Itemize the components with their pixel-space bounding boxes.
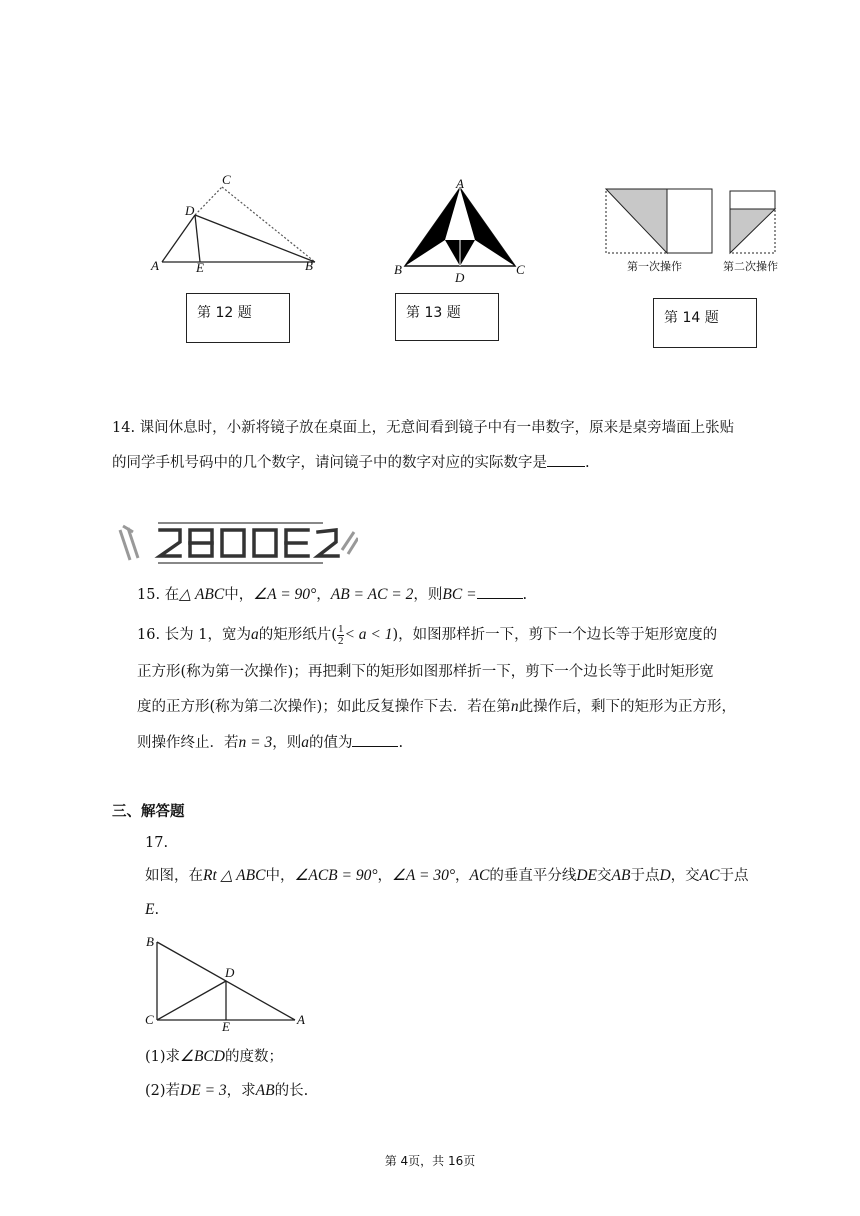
q17-de: DE — [576, 867, 598, 884]
q17-sep: ， — [377, 868, 393, 884]
q15-text1: 中， — [224, 587, 254, 603]
q17-ac-2: AC — [699, 867, 720, 884]
q16-frac-den: 2 — [337, 634, 344, 647]
q17-l1d: 交 — [597, 868, 612, 884]
fig12-db — [195, 215, 315, 262]
q17-l1g: 于点 — [719, 868, 749, 884]
fig13-caption: 第 13 题 — [395, 293, 499, 341]
fig14-step1-rect — [667, 189, 712, 253]
page-footer: 第 4页，共 16页 — [384, 1154, 476, 1168]
mirror-slash-right — [342, 532, 358, 554]
q16-l1b: 的矩形纸片( — [258, 627, 337, 643]
q17-line2 — [145, 900, 159, 920]
q15-end: . — [522, 587, 528, 603]
fig14-step2-label: 第二次操作 — [723, 260, 778, 273]
fig17-label-e: E — [222, 1019, 230, 1034]
q14-line2 — [112, 452, 590, 473]
fig17-label-b: B — [146, 934, 154, 949]
q17-p2a: (2)若 — [145, 1083, 181, 1099]
q16-end: . — [398, 735, 404, 751]
q15-angle-condition: ∠A = 90° — [253, 586, 317, 603]
q16-l4c: 的值为 — [308, 735, 353, 751]
q17-l1e: 于点 — [630, 868, 660, 884]
q17-p1b: 的度数； — [224, 1049, 283, 1065]
figure-17 — [140, 930, 320, 1035]
figure-12 — [140, 170, 330, 280]
fig12-dotted-ac — [195, 187, 222, 215]
q17-ac: AC — [469, 867, 490, 884]
q17-angle-a: ∠A = 30° — [392, 867, 456, 884]
fig12-label-c: C — [222, 172, 231, 187]
fig14-step1-label: 第一次操作 — [627, 260, 682, 273]
q16-inequality: < a < 1 — [344, 626, 393, 643]
q17-p2-ab: AB — [255, 1082, 275, 1099]
fig17-label-a: A — [297, 1012, 305, 1027]
section-title: 三、解答题 — [112, 804, 185, 820]
q16-l4a: 则操作终止．若 — [137, 735, 239, 751]
q16-line4 — [137, 732, 403, 753]
q16-var-a-2: a — [301, 734, 309, 751]
q17-p1-angle: ∠BCD — [180, 1048, 225, 1065]
q17-l1f: ，交 — [670, 868, 700, 884]
q16-l4b: ，则 — [272, 735, 302, 751]
q17-l1a: 如图，在 — [145, 868, 203, 884]
q14-line2-text: 的同学手机号码中的几个数字，请问镜子中的数字对应的实际数字是 — [112, 455, 547, 471]
q16-line3 — [137, 697, 736, 717]
q14-line1: 14. 课间休息时，小新将镜子放在桌面上，无意间看到镜子中有一串数字，原来是桌旁墙面上张贴 — [112, 420, 735, 436]
fig12-label-d: D — [185, 203, 195, 218]
q15-text2: ， — [316, 587, 331, 603]
fig14-step1-shade — [606, 189, 667, 253]
q17-p1a: (1)求 — [145, 1049, 181, 1065]
q17-part2 — [145, 1081, 308, 1101]
q14-line2-end: . — [585, 455, 590, 471]
q16-l3b: 此操作后，剩下的矩形为正方形， — [518, 699, 737, 715]
q15-num: 15. 在 — [137, 587, 180, 603]
figure-14 — [600, 183, 785, 258]
fig12-label-a: A — [151, 258, 159, 273]
fig13-label-d: D — [455, 270, 465, 285]
q17-l1c: 的垂直平分线 — [489, 868, 577, 884]
fig13-label-b: B — [394, 262, 402, 277]
q15-ask: BC = — [442, 586, 477, 603]
q15-answer-blank[interactable] — [477, 584, 523, 599]
fig12-de — [195, 215, 200, 262]
q15-triangle: △ ABC — [179, 586, 225, 603]
q16-line2: 正方形(称为第一次操作)；再把剩下的矩形如图那样折一下，剪下一个边长等于此时矩形宽 — [137, 664, 714, 680]
fig12-label-b: B — [305, 258, 313, 273]
fig13-label-c: C — [516, 262, 525, 277]
q17-ab: AB — [611, 867, 631, 884]
q16-l1a: 16. 长为 1，宽为 — [137, 627, 252, 643]
fig17-label-c: C — [145, 1012, 154, 1027]
q17-p2b: ，求 — [226, 1083, 256, 1099]
fig12-caption: 第 12 题 — [186, 293, 290, 343]
q16-var-a: a — [251, 626, 259, 643]
fig14-step2-shade — [730, 209, 775, 253]
fig12-label-e: E — [196, 260, 204, 275]
fig17-cd — [157, 981, 226, 1020]
mirror-digits-image — [118, 520, 358, 566]
q15-text3: ，则 — [413, 587, 443, 603]
q17-number: 17. — [145, 835, 169, 851]
fig12-dotted-cb — [222, 187, 315, 262]
q17-e: E — [145, 901, 155, 918]
q16-l1c: )，如图那样折一下，剪下一个边长等于矩形宽度的 — [392, 627, 718, 643]
fig12-ad — [162, 215, 195, 262]
q16-var-n: n — [510, 698, 519, 715]
fig14-caption: 第 14 题 — [653, 298, 757, 348]
q17-d: D — [659, 867, 671, 884]
q17-part1 — [145, 1047, 283, 1067]
q17-e-end: . — [154, 902, 160, 918]
q17-l1b: 中， — [265, 868, 295, 884]
q16-answer-blank[interactable] — [352, 732, 398, 747]
q15-side-condition: AB = AC = 2 — [330, 586, 414, 603]
q17-sep-2: ， — [455, 868, 470, 884]
fig17-label-d: D — [225, 965, 235, 980]
q17-line1 — [145, 866, 748, 886]
q16-line1 — [137, 622, 717, 648]
fig13-label-a: A — [456, 176, 464, 191]
q17-p2-condition: DE = 3 — [180, 1082, 227, 1099]
mirror-slash-left — [120, 526, 138, 560]
q14-answer-blank[interactable] — [547, 452, 585, 467]
q17-p2d: 的长. — [274, 1083, 309, 1099]
q16-l3a: 度的正方形(称为第二次操作)；如此反复操作下去．若在第 — [137, 699, 511, 715]
figure-13 — [395, 178, 525, 278]
mirror-digit-strokes — [160, 530, 338, 556]
q17-angle-acb: ∠ACB = 90° — [294, 867, 378, 884]
q16-frac-num: 1 — [337, 622, 344, 635]
q17-triangle: Rt △ ABC — [203, 867, 266, 884]
q16-n-condition: n = 3 — [238, 734, 273, 751]
q15-line — [137, 584, 527, 605]
fig14-step2-top — [730, 191, 775, 209]
